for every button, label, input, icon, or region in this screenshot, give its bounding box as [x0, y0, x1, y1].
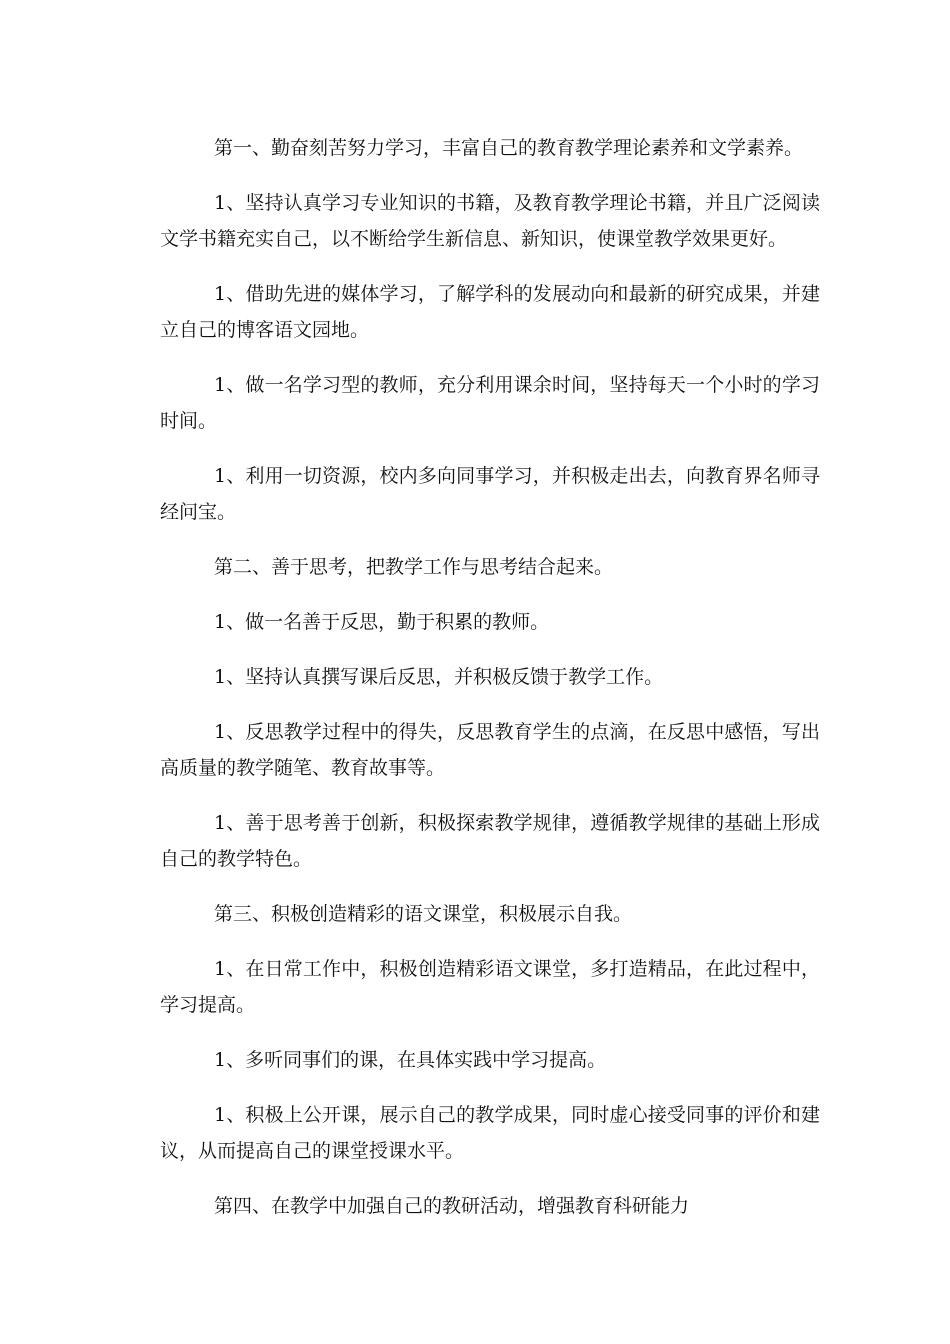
paragraph: 1、多听同事们的课，在具体实践中学习提高。 — [214, 1049, 607, 1071]
paragraph: 1、积极上公开课，展示自己的教学成果，同时虚心接受同事的评价和建议，从而提高自己的课堂授课水平。 — [160, 1104, 820, 1162]
paragraph: 1、利用一切资源，校内多向同事学习，并积极走出去，向教育界名师寻经问宝。 — [160, 465, 820, 523]
paragraph: 1、做一名学习型的教师，充分利用课余时间，坚持每天一个小时的学习时间。 — [160, 374, 820, 432]
paragraph: 1、反思教学过程中的得失，反思教育学生的点滴，在反思中感悟，写出高质量的教学随笔、教育故事等。 — [160, 721, 820, 779]
paragraph: 1、在日常工作中，积极创造精彩语文课堂，多打造精品，在此过程中，学习提高。 — [160, 958, 820, 1016]
section-heading-2: 第二、善于思考，把教学工作与思考结合起来。 — [214, 556, 614, 578]
paragraph: 1、坚持认真学习专业知识的书籍，及教育教学理论书籍，并且广泛阅读文学书籍充实自己，以不断给学生新信息、新知识，使课堂教学效果更好。 — [160, 192, 820, 250]
paragraph: 1、借助先进的媒体学习，了解学科的发展动向和最新的研究成果，并建立自己的博客语文园地。 — [160, 283, 820, 341]
paragraph: 1、坚持认真撰写课后反思，并积极反馈于教学工作。 — [214, 666, 664, 688]
document-body — [160, 130, 820, 1243]
paragraph: 1、善于思考善于创新，积极探索教学规律，遵循教学规律的基础上形成自己的教学特色。 — [160, 812, 820, 870]
paragraph: 1、做一名善于反思，勤于积累的教师。 — [214, 611, 550, 633]
section-heading-3: 第三、积极创造精彩的语文课堂，积极展示自我。 — [214, 903, 633, 925]
section-heading-4: 第四、在教学中加强自己的教研活动，增强教育科研能力 — [214, 1195, 690, 1217]
section-heading-1: 第一、勤奋刻苦努力学习，丰富自己的教育教学理论素养和文学素养。 — [214, 137, 804, 159]
